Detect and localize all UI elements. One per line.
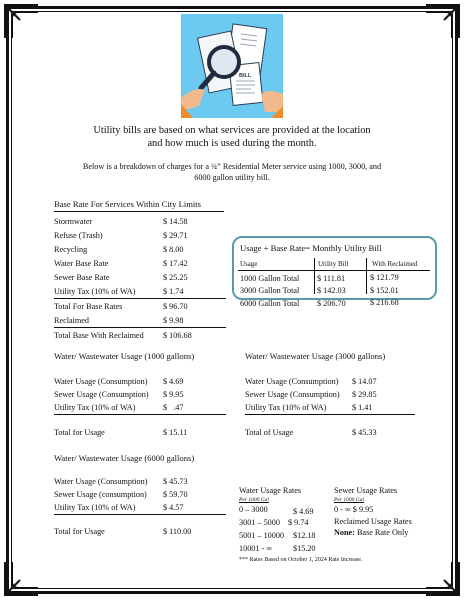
callout-usage: 3000 Gallon Total (240, 286, 300, 295)
usage-1000-title: Water/ Wastewater Usage (1000 gallons) (54, 351, 195, 361)
rate-footnote: *** Rates Based on October 1, 2024 Rate Increase. (239, 557, 363, 563)
usage-1000-value: $ 9.95 (163, 390, 184, 399)
usage-1000-value: $ 4.69 (163, 377, 184, 386)
base-rate-label: Utility Tax (10% of WA) (54, 287, 136, 296)
water-rate-value: $ 4.69 (293, 507, 314, 516)
intro-line-1: Below is a breakdown of charges for a ¾” Residential Meter service using 1000, 3000, and (82, 162, 382, 171)
usage-6000-label: Sewer Usage (consumption) (54, 490, 147, 499)
usage-3000-total-value: $ 45.33 (352, 428, 377, 437)
usage-3000-divider (245, 414, 415, 415)
usage-6000-value: $ 4.57 (163, 503, 184, 512)
usage-1000-divider (54, 414, 226, 415)
water-rate-value: $ 9.74 (288, 518, 309, 527)
usage-6000-label: Utility Tax (10% of WA) (54, 503, 136, 512)
usage-3000-label: Utility Tax (10% of WA) (245, 403, 327, 412)
usage-1000-label: Sewer Usage (Consumption) (54, 390, 149, 399)
base-rate-title-underline (54, 211, 224, 212)
usage-3000-value: $ 29.85 (352, 390, 377, 399)
usage-6000-total-label: Total for Usage (54, 527, 105, 536)
bill-magnifier-icon (181, 14, 283, 118)
base-rate-value: $ 1.74 (163, 287, 184, 296)
usage-1000-value: $ .47 (163, 403, 184, 412)
hero-illustration (181, 14, 283, 118)
sewer-rates-unit: Per 1000 Gal (334, 497, 364, 503)
usage-3000-label: Sewer Usage (Consumption) (245, 390, 340, 399)
usage-1000-total-value: $ 15.11 (163, 428, 188, 437)
base-rate-label: Stormwater (54, 217, 93, 226)
callout-divider-2 (366, 258, 367, 294)
callout-bill: $ 111.81 (317, 274, 346, 283)
corner-ornament-bottom-right (424, 560, 460, 596)
callout-col-usage: Usage (240, 260, 258, 268)
water-rates-unit: Per 1000 Gal (239, 497, 269, 503)
usage-3000-label: Water Usage (Consumption) (245, 377, 339, 386)
callout-header-underline (238, 270, 430, 271)
base-rate-value: $ 25.25 (163, 273, 188, 282)
usage-1000-label: Water Usage (Consumption) (54, 377, 148, 386)
callout-divider-1 (314, 258, 315, 294)
water-rates-title: Water Usage Rates (239, 486, 302, 495)
callout-reclaimed: $ 216.68 (370, 298, 399, 307)
base-rate-title: Base Rate For Services Within City Limits (54, 199, 202, 209)
base-rate-value: $ 17.42 (163, 259, 188, 268)
water-rate-range: 0 – 3000 (239, 505, 268, 514)
intro-text (44, 161, 420, 183)
usage-1000-label: Utility Tax (10% of WA) (54, 403, 136, 412)
base-rate-value: $ 8.00 (163, 245, 184, 254)
reclaimed-none-label: None: (334, 528, 355, 537)
callout-usage: 1000 Gallon Total (240, 274, 300, 283)
callout-title: Usage + Base Rate= Monthly Utility Bill (240, 243, 382, 253)
usage-1000-total-label: Total for Usage (54, 428, 105, 437)
callout-col-bill: Utility Bill (318, 260, 349, 268)
intro-line-2: 6000 gallon utility bill. (194, 173, 270, 182)
corner-ornament-top-right (424, 4, 460, 40)
base-rate-value: $ 14.58 (163, 217, 188, 226)
base-rate-label: Recycling (54, 245, 88, 254)
callout-reclaimed: $ 121.79 (370, 273, 399, 282)
water-rate-value: $12.18 (293, 531, 316, 540)
water-rate-range: 5001 – 10000 (239, 531, 285, 540)
base-rate-label: Refuse (Trash) (54, 231, 103, 240)
usage-6000-value: $ 59.70 (163, 490, 188, 499)
usage-6000-title: Water/ Wastewater Usage (6000 gallons) (54, 453, 195, 463)
headline-line-2: and how much is used during the month. (147, 138, 317, 149)
base-rate-value: $ 29.71 (163, 231, 188, 240)
base-rate-label: Water Base Rate (54, 259, 109, 268)
usage-6000-total-value: $ 110.00 (163, 527, 192, 536)
base-rate-label: Sewer Base Rate (54, 273, 110, 282)
corner-ornament-bottom-left (4, 560, 40, 596)
reclaimed-none-text: Base Rate Only (354, 528, 409, 537)
bill-text: BILL (239, 73, 252, 79)
total-reclaimed-label: Total Base With Reclaimed (54, 331, 144, 340)
water-rate-range: 3001 – 5000 (239, 518, 280, 527)
reclaimed-rates-title: Reclaimed Usage Rates (334, 517, 412, 526)
callout-col-reclaimed: With Reclaimed (372, 260, 418, 268)
base-total-value: $ 96.70 (163, 302, 188, 311)
usage-6000-divider (54, 514, 226, 515)
callout-usage: 6000 Gallon Total (240, 299, 300, 308)
usage-3000-total-label: Total of Usage (245, 428, 294, 437)
headline-line-1: Utility bills are based on what services are provided at the location (93, 125, 371, 136)
total-reclaimed-value: $ 106.68 (163, 331, 192, 340)
callout-bill: $ 142.03 (317, 286, 346, 295)
reclaimed-rates-note (334, 528, 408, 537)
reclaimed-divider (54, 327, 226, 328)
callout-bill: $ 206.70 (317, 299, 346, 308)
reclaimed-value: $ 9.98 (163, 316, 184, 325)
sewer-rates-title: Sewer Usage Rates (334, 486, 398, 495)
usage-3000-value: $ 14.07 (352, 377, 377, 386)
usage-6000-label: Water Usage (Consumption) (54, 477, 148, 486)
water-rate-range: 10001 - ∞ (239, 544, 273, 553)
base-total-label: Total For Base Rates (54, 302, 123, 311)
usage-3000-title: Water/ Wastewater Usage (3000 gallons) (245, 351, 386, 361)
headline (40, 124, 424, 150)
base-rate-divider (54, 298, 226, 299)
sewer-rate-row: 0 - ∞ $ 9.95 (334, 505, 374, 514)
usage-3000-value: $ 1.41 (352, 403, 373, 412)
water-rate-value: $15.20 (293, 544, 316, 553)
reclaimed-label: Reclaimed (54, 316, 90, 325)
corner-ornament-top-left (4, 4, 40, 40)
callout-reclaimed: $ 152.01 (370, 286, 399, 295)
usage-6000-value: $ 45.73 (163, 477, 188, 486)
